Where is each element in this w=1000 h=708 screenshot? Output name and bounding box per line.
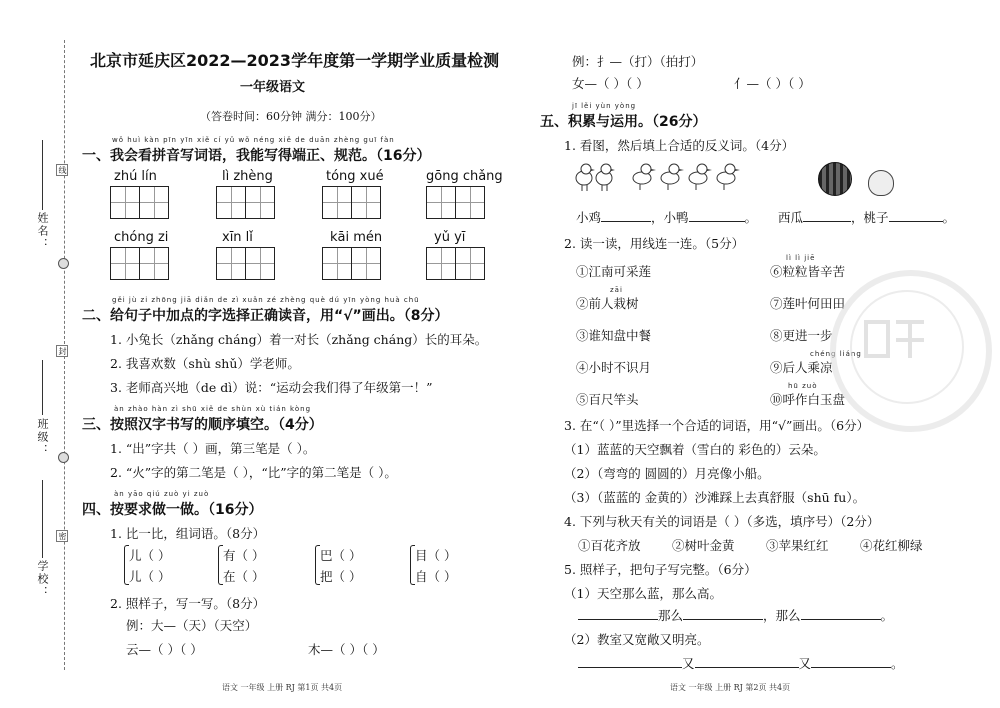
peach-icon <box>868 170 894 196</box>
watermark-logo-icon <box>860 314 930 364</box>
exam-subtitle: 一年级语文 <box>240 80 306 95</box>
s5-q4: 4. 下列与秋天有关的词语是（ ）（多选，填序号）（2分） <box>564 514 880 529</box>
s5-q4-option-2: ②树叶金黄 <box>672 538 735 553</box>
right-example: 例：扌—（打）（拍打） <box>572 54 704 69</box>
poem-left-2[interactable]: ②前人栽树 <box>576 296 639 311</box>
s5-q2: 2. 读一读，用线连一连。（5分） <box>564 236 745 251</box>
class-field[interactable] <box>42 360 43 415</box>
writing-grid[interactable] <box>110 247 169 280</box>
s5-q3: 3. 在“（ ）”里选择一个合适的词语，用“√”画出。（6分） <box>564 418 870 433</box>
binding-hole-icon <box>58 452 69 463</box>
poem-right-1-ruby: lì lì jiē <box>786 254 816 262</box>
s5-q3-item-2: （2）（弯弯的 圆圆的）月亮像小船。 <box>564 466 770 481</box>
writing-grid[interactable] <box>426 186 485 219</box>
s5-q5: 5. 照样子，把句子写完整。（6分） <box>564 562 757 577</box>
school-label: 学校： <box>36 560 49 599</box>
s5-q1-fill-1: 小鸡 ，小鸭 。 <box>576 210 758 225</box>
s5-q4-option-3: ③苹果红红 <box>766 538 829 553</box>
section-1-ruby: wǒ huì kàn pīn yīn xiě cí yǔ wǒ néng xiě de duān zhèng guī fàn <box>112 136 395 144</box>
pair-3-b: 把（ ） <box>320 569 362 584</box>
section-5-ruby: jī lěi yùn yòng <box>572 102 637 110</box>
s5-q4-option-4: ④花红柳绿 <box>860 538 923 553</box>
pinyin-2: lì zhèng <box>222 169 273 184</box>
pinyin-5: chóng zi <box>114 230 169 245</box>
binding-hole-icon <box>58 258 69 269</box>
s5-q5-fill-2[interactable]: 又 又 。 <box>578 654 904 672</box>
right-row-2: 亻—（ ）（ ） <box>734 76 811 91</box>
s3-item-1: 1. “出”字共（ ）画，第三笔是（ ）。 <box>110 441 316 456</box>
seal-mark-seal: 封 <box>58 347 67 355</box>
writing-grid[interactable] <box>426 247 485 280</box>
pair-4-a: 目（ ） <box>415 548 457 563</box>
poem-right-4-ruby: chéng liáng <box>810 350 862 358</box>
section-5-title: 五、积累与运用。（26分） <box>540 114 707 130</box>
poem-right-1[interactable]: ⑥粒粒皆辛苦 <box>770 264 846 279</box>
pinyin-1: zhú lín <box>114 169 157 184</box>
poem-left-1[interactable]: ①江南可采莲 <box>576 264 652 279</box>
s4-q2: 2. 照样子，写一写。（8分） <box>110 596 266 611</box>
writing-grid[interactable] <box>216 247 275 280</box>
s5-q1: 1. 看图，然后填上合适的反义词。（4分） <box>564 138 795 153</box>
seal-mark-line: 线 <box>58 166 67 174</box>
name-field[interactable] <box>42 140 43 210</box>
binding-margin <box>0 0 68 708</box>
time-note: （答卷时间：60分钟 满分：100分） <box>200 110 382 123</box>
section-2-title: 二、给句子中加点的字选择正确读音，用“√”画出。（8分） <box>82 308 449 324</box>
pinyin-6: xīn lǐ <box>222 230 253 245</box>
pinyin-3: tóng xué <box>326 169 384 184</box>
s3-item-2: 2. “火”字的第二笔是（ ），“比”字的第二笔是（ ）。 <box>110 465 397 480</box>
chicks-ducks-picture <box>574 160 754 192</box>
s4-row-2: 木—（ ）（ ） <box>308 642 385 657</box>
pair-2-b: 在（ ） <box>223 569 265 584</box>
s4-q1: 1. 比一比，组词语。（8分） <box>110 526 266 541</box>
pinyin-4: gōng chǎng <box>426 169 503 184</box>
section-3-ruby: àn zhào hàn zì shū xiě de shùn xù tián kòng <box>114 405 312 413</box>
poem-right-5-ruby: hū zuò <box>788 382 818 390</box>
section-2-ruby: gěi jù zi zhōng jiā diǎn de zì xuǎn zé zhèng què dú yīn yòng huà chū <box>112 296 420 304</box>
s4-row-1: 云—（ ）（ ） <box>126 642 203 657</box>
writing-grid[interactable] <box>216 186 275 219</box>
s5-q3-item-1: （1）蓝蓝的天空飘着（雪白的 彩色的）云朵。 <box>564 442 826 457</box>
s5-q4-option-1: ①百花齐放 <box>578 538 641 553</box>
seal-mark-secret: 密 <box>58 532 67 540</box>
footer-left: 语文 一年级 上册 RJ 第1页 共4页 <box>222 683 343 692</box>
watermark-stamp <box>830 270 992 432</box>
class-label: 班级： <box>36 418 49 457</box>
poem-right-3[interactable]: ⑧更进一步 <box>770 328 833 343</box>
footer-right: 语文 一年级 上册 RJ 第2页 共4页 <box>670 683 791 692</box>
page-left <box>72 0 504 708</box>
writing-grid[interactable] <box>322 247 381 280</box>
right-row-1: 女—（ ）（ ） <box>572 76 649 91</box>
pair-1-a: 儿（ ） <box>129 548 171 563</box>
section-4-ruby: àn yāo qiú zuò yi zuò <box>114 490 210 498</box>
poem-left-5[interactable]: ⑤百尺竿头 <box>576 392 639 407</box>
writing-grid[interactable] <box>110 186 169 219</box>
s5-q5-item-1: （1）天空那么蓝，那么高。 <box>564 586 722 601</box>
s4-example: 例：大—（天）（天空） <box>126 618 258 633</box>
poem-right-2[interactable]: ⑦莲叶何田田 <box>770 296 846 311</box>
s2-item-2: 2. 我喜欢数（shù shǔ）学老师。 <box>110 356 300 371</box>
name-label: 姓名： <box>36 212 49 251</box>
poem-left-2-ruby: zāi <box>610 286 623 294</box>
school-field[interactable] <box>42 480 43 558</box>
s2-item-1: 1. 小兔长（zhǎng cháng）着一对长（zhǎng cháng）长的耳朵。 <box>110 332 488 347</box>
section-1-title: 一、我会看拼音写词语，我能写得端正、规范。（16分） <box>82 148 431 164</box>
s2-item-3: 3. 老师高兴地（de dì）说：“运动会我们得了年级第一！” <box>110 380 433 395</box>
section-3-title: 三、按照汉字书写的顺序填空。（4分） <box>82 417 323 433</box>
pair-4-b: 自（ ） <box>415 569 457 584</box>
pair-2-a: 有（ ） <box>223 548 265 563</box>
pinyin-7: kāi mén <box>330 230 383 245</box>
s5-q3-item-3: （3）（蓝蓝的 金黄的）沙滩踩上去真舒服（shū fu）。 <box>564 490 866 505</box>
writing-grid[interactable] <box>322 186 381 219</box>
s5-q5-item-2: （2）教室又宽敞又明亮。 <box>564 632 710 647</box>
pinyin-8: yǔ yī <box>434 230 466 245</box>
section-4-title: 四、按要求做一做。（16分） <box>82 502 263 518</box>
exam-title: 北京市延庆区2022—2023学年度第一学期学业质量检测 <box>90 51 500 70</box>
poem-left-4[interactable]: ④小时不识月 <box>576 360 652 375</box>
watermelon-icon <box>818 162 852 196</box>
poem-right-5[interactable]: ⑩呼作白玉盘 <box>770 392 846 407</box>
s5-q1-fill-2: 西瓜 ，桃子 。 <box>778 210 956 225</box>
poem-left-3[interactable]: ③谁知盘中餐 <box>576 328 652 343</box>
s5-q5-fill-1[interactable]: 那么 ，那么 。 <box>578 606 893 624</box>
pair-1-b: 儿（ ） <box>129 569 171 584</box>
poem-right-4[interactable]: ⑨后人乘凉 <box>770 360 833 375</box>
pair-3-a: 巴（ ） <box>320 548 362 563</box>
